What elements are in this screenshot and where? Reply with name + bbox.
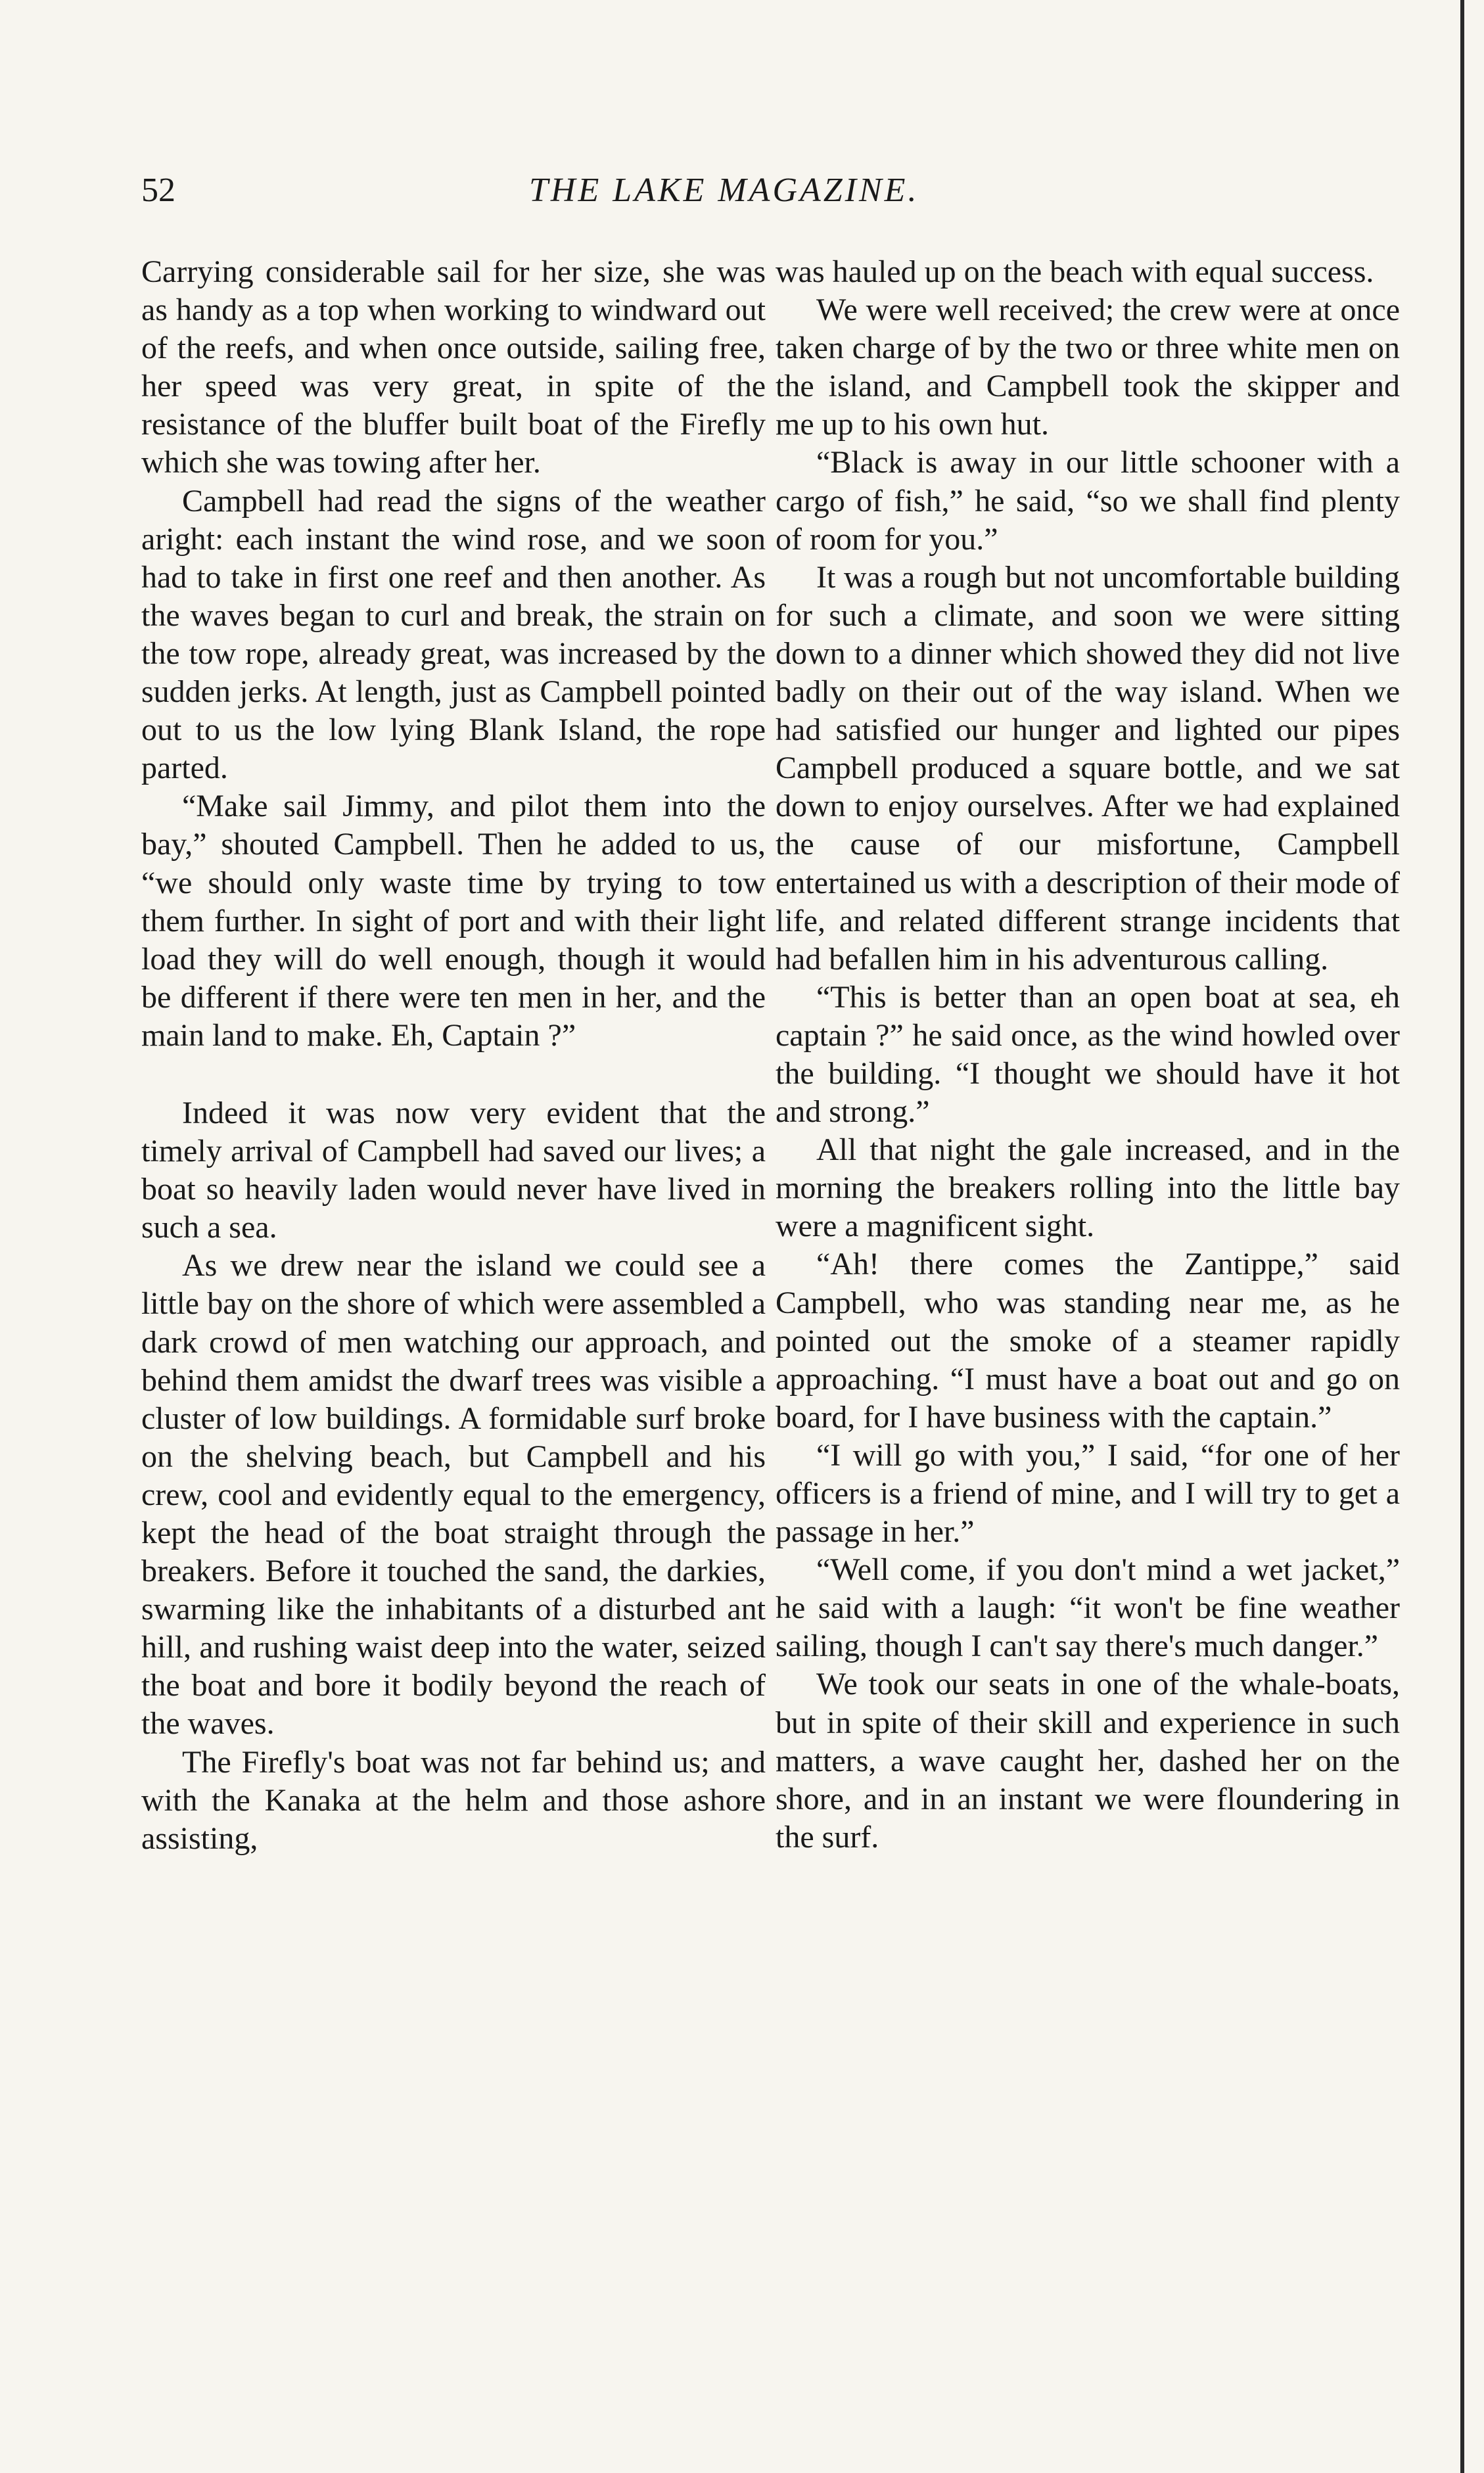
paragraph: Indeed it was now very evident that the timely arrival of Campbell had saved our lives; a boat so heavily laden would never have lived in such a sea.	[141, 1095, 766, 1245]
left-column	[141, 253, 766, 1858]
paragraph: “Well come, if you don't mind a wet jacket,” he said with a laugh: “it won't be fine weather sailing, though I can't say there's much danger.”	[776, 1552, 1400, 1664]
paragraph: We were well received; the crew were at once taken charge of by the two or three white men on the island, and Campbell took the skipper and me up to his own hut.	[776, 292, 1400, 442]
paragraph: “Make sail Jimmy, and pilot them into the bay,” shouted Campbell. Then he added to us, “we should only waste time by trying to tow them further. In sight of port and with their light load they will do well enough, though it would be different if there were ten men in her, and the main land to make. Eh, Captain ?”	[141, 789, 766, 1053]
paragraph: “I will go with you,” I said, “for one of her officers is a friend of mine, and I will try to get a passage in her.”	[776, 1437, 1400, 1550]
paragraph: All that night the gale increased, and in the morning the breakers rolling into the little bay were a magnificent sight.	[776, 1132, 1400, 1244]
paragraph: Carrying considerable sail for her size, she was as handy as a top when working to windward out of the reefs, and when once outside, sailing free, her speed was very great, in spite of the resistance of the bluffer built boat of the Firefly which she was towing after her.	[141, 254, 766, 480]
right-column	[776, 253, 1400, 1857]
paragraph: “Ah! there comes the Zantippe,” said Campbell, who was standing near me, as he pointed out the smoke of a steamer rapidly approaching. “I must have a boat out and go on board, for I have business with the captain.”	[776, 1247, 1400, 1435]
paragraph: It was a rough but not uncomfortable building for such a climate, and soon we were sitting down to a dinner which showed they did not live badly on their out of the way island. When we had satisfied our hunger and lighted our pipes Campbell produced a square bottle, and we sat down to enjoy ourselves. After we had explained the cause of our misfortune, Campbell entertained us with a description of their mode of life, and related different strange incidents that had befallen him in his adventurous calling.	[776, 559, 1400, 977]
binding-edge-rule	[1460, 0, 1464, 2473]
paragraph: As we drew near the island we could see a little bay on the shore of which were assembled a dark crowd of men watching our approach, and behind them amidst the dwarf trees was visible a cluster of low buildings. A formidable surf broke on the shelving beach, but Campbell and his crew, cool and evidently equal to the emergency, kept the head of the boat straight through the breakers. Before it touched the sand, the darkies, swarming like the inhabitants of a disturbed ant hill, and rushing waist deep into the water, seized the boat and bore it bodily beyond the reach of the waves.	[141, 1248, 766, 1742]
page-number: 52	[141, 172, 175, 209]
running-title: THE LAKE MAGAZINE.	[529, 172, 919, 209]
paragraph: Campbell had read the signs of the weather aright: each instant the wind rose, and we soon had to take in first one reef and then another. As the waves began to curl and break, the strain on the tow rope, already great, was increased by the sudden jerks. At length, just as Campbell pointed out to us the low lying Blank Island, the rope parted.	[141, 483, 766, 786]
paragraph: The Firefly's boat was not far behind us; and with the Kanaka at the helm and those ashore assisting,	[141, 1744, 766, 1856]
paragraph: We took our seats in one of the whale-boats, but in spite of their skill and experience in such matters, a wave caught her, dashed her on the shore, and in an instant we were floundering in the surf.	[776, 1667, 1400, 1855]
running-head	[141, 164, 1377, 217]
paragraph: “This is better than an open boat at sea, eh captain ?” he said once, as the wind howled over the building. “I thought we should have it hot and strong.”	[776, 979, 1400, 1130]
paragraph: “Black is away in our little schooner with a cargo of fish,” he said, “so we shall find plenty of room for you.”	[776, 445, 1400, 557]
paragraph: was hauled up on the beach with equal success.	[776, 254, 1374, 289]
